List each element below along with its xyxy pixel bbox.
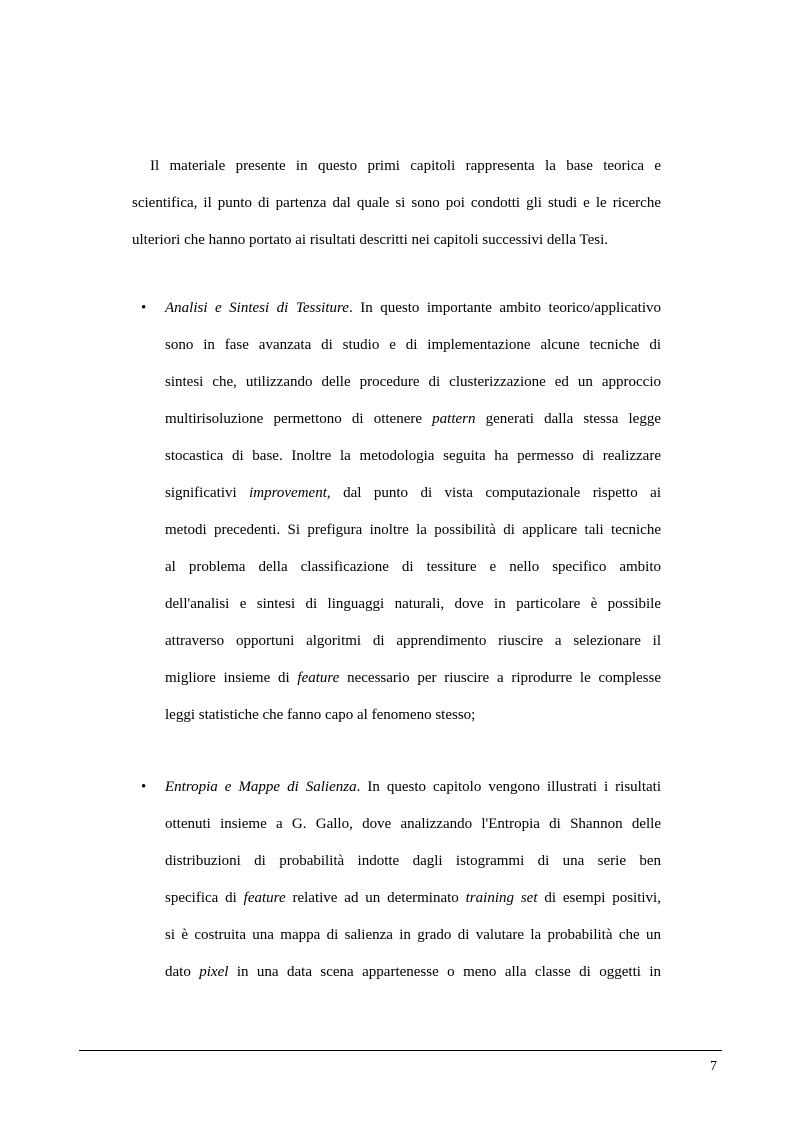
intro-line: ulteriori che hanno portato ai risultati descritti nei capitoli successivi della Tesi. [132,232,609,248]
intro-paragraph [132,148,661,259]
bullet-line: attraverso opportuni algoritmi di apprendimento riuscire a selezionare il [165,633,661,649]
italic-term: pixel [199,964,229,980]
line-text: generati dalla stessa legge [475,411,662,427]
line-text: dato [165,964,200,980]
bullet-line-text: In questo capitolo vengono illustrati i risultati [360,779,662,795]
bullet-item-entropy-saliency [141,769,662,991]
bullet-line: stocastica di base. Inoltre la metodologia seguita ha permesso di realizzare [165,448,661,464]
bullet-line: ottenuti insieme a G. Gallo, dove analizzando l'Entropia di Shannon delle [165,816,661,832]
italic-term: feature [243,890,286,906]
line-text: relative ad un determinato [285,890,466,906]
bullet-line-text: In questo importante ambito teorico/applicativo [352,300,661,316]
bullet-line: si è costruita una mappa di salienza in grado di valutare la probabilità che un [165,927,661,943]
bullet-item-texture-analysis [141,290,662,734]
bullet-line [165,401,661,438]
bullet-line: metodi precedenti. Si prefigura inoltre la possibilità di applicare tali tecniche [165,522,661,538]
bullet-line: leggi statistiche che fanno capo al fenomeno stesso; [165,707,476,723]
line-text: necessario per riuscire a riprodurre le complesse [339,670,661,686]
bullet-line [165,290,661,327]
line-text: di esempi positivi, [537,890,661,906]
italic-term: training set [465,890,538,906]
bullet-line: sintesi che, utilizzando delle procedure di clusterizzazione ed un approccio [165,374,661,390]
page-number: 7 [710,1059,717,1074]
line-text: specifica di [165,890,244,906]
bullet-title-suffix: . [348,300,353,316]
bullet-line [165,954,661,991]
intro-line: scientifica, il punto di partenza dal quale si sono poi condotti gli studi e le ricerche [132,195,661,211]
line-text: , dal punto di vista computazionale rispetto ai [326,485,661,501]
intro-line: Il materiale presente in questo primi capitoli rappresenta la base teorica e [150,158,661,174]
bullet-marker: • [141,300,147,316]
bullet-line [165,475,661,512]
bullet-title-suffix: . [356,779,361,795]
footer-divider [79,1050,722,1051]
bullet-line: sono in fase avanzata di studio e di implementazione alcune tecniche di [165,337,661,353]
bullet-title: Entropia e Mappe di Salienza [165,779,357,795]
line-text: multirisoluzione permettono di ottenere [165,411,433,427]
line-text: migliore insieme di [165,670,298,686]
bullet-line [165,769,661,806]
bullet-line [165,880,661,917]
bullet-marker: • [141,779,147,795]
line-text: significativi [165,485,250,501]
italic-term: improvement [249,485,327,501]
line-text: in una data scena appartenesse o meno alla classe di oggetti in [228,964,661,980]
bullet-line: distribuzioni di probabilità indotte dagli istogrammi di una serie ben [165,853,661,869]
italic-term: pattern [432,411,476,427]
bullet-line: dell'analisi e sintesi di linguaggi naturali, dove in particolare è possibile [165,596,661,612]
bullet-line [165,660,661,697]
bullet-title: Analisi e Sintesi di Tessiture [165,300,349,316]
italic-term: feature [297,670,340,686]
bullet-line: al problema della classificazione di tessiture e nello specifico ambito [165,559,661,575]
